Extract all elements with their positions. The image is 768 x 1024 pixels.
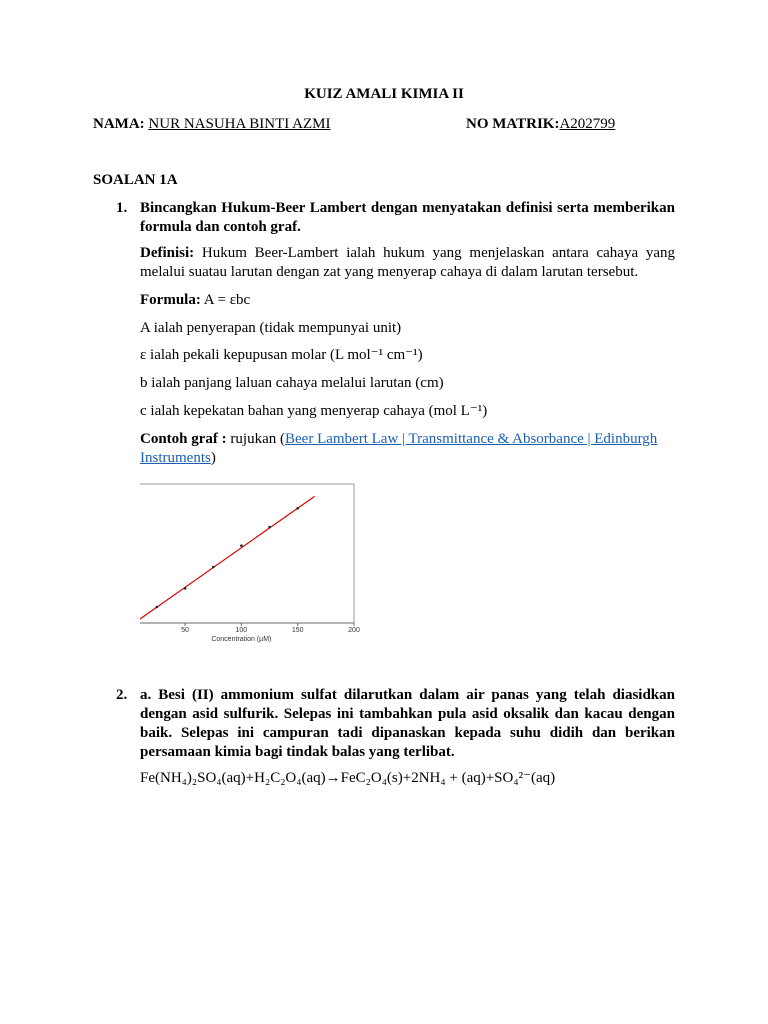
- data-point: [268, 526, 271, 529]
- data-point: [212, 566, 215, 569]
- x-tick-label: 50: [181, 627, 189, 634]
- q2-number: 2.: [116, 687, 128, 703]
- x-tick-label: 200: [348, 627, 360, 634]
- q2-equation: Fe(NH₄)₂SO₄(aq)+H₂C₂O₄(aq)→FeC₂O₄(s)+2NH₄ + (aq)+SO₄²⁻(aq): [140, 770, 556, 786]
- var-c: c ialah kepekatan bahan yang menyerap cahaya (mol L⁻¹): [140, 403, 488, 419]
- graf-suffix: ): [210, 450, 216, 466]
- x-tick-label: 100: [235, 627, 248, 634]
- q1-number: 1.: [116, 200, 128, 216]
- x-tick-label: 150: [291, 627, 304, 634]
- plot-frame: [140, 484, 354, 623]
- x-axis-label: Concentration (µM): [211, 636, 272, 643]
- definisi-label: Definisi:: [140, 245, 195, 261]
- data-point: [240, 544, 243, 547]
- name-row: [93, 116, 331, 133]
- graf-prefix: rujukan (: [230, 431, 285, 447]
- fit-line: [140, 496, 315, 619]
- q1-question: Bincangkan Hukum-Beer Lambert dengan menyatakan definisi serta memberikan formula dan contoh graf.: [140, 200, 675, 235]
- beer-lambert-chart: [140, 483, 365, 645]
- matrik-label: NO MATRIK:: [466, 116, 560, 132]
- section-title: SOALAN 1A: [93, 172, 178, 188]
- data-point: [156, 606, 159, 609]
- var-a: A ialah penyerapan (tidak mempunyai unit): [140, 320, 402, 336]
- matrik-row: [466, 116, 615, 133]
- matrik-value: A202799: [559, 116, 616, 132]
- page-title: KUIZ AMALI KIMIA II: [304, 86, 464, 102]
- chart-svg: [140, 483, 365, 645]
- var-b: b ialah panjang laluan cahaya melalui larutan (cm): [140, 375, 444, 391]
- graf-reference-link[interactable]: Beer Lambert Law | Transmittance & Absorbance | Edinburgh Instruments: [140, 431, 658, 466]
- data-point: [296, 507, 299, 510]
- formula-label: Formula:: [140, 292, 201, 308]
- data-point: [184, 587, 187, 590]
- q1-graf: [140, 430, 680, 468]
- graf-label: Contoh graf :: [140, 431, 227, 447]
- name-value: NUR NASUHA BINTI AZMI: [148, 116, 331, 132]
- var-e: ε ialah pekali kepupusan molar (L mol⁻¹ cm⁻¹): [140, 347, 423, 363]
- q2-question: a. Besi (II) ammonium sulfat dilarutkan dalam air panas yang telah diasidkan dengan asid sulfurik. Selepas ini tambahkan pula asid oksalik dan kacau dengan baik. Selepas ini campuran tadi dipanaskan kepada suhu didih dan berikan persamaan kimia bagi tindak balas yang terlibat.: [140, 687, 675, 760]
- q1-formula: [140, 291, 250, 310]
- name-label: NAMA:: [93, 116, 145, 132]
- q1-definisi: [140, 244, 675, 282]
- definisi-text: Hukum Beer-Lambert ialah hukum yang menjelaskan antara cahaya yang melalui suatau larutan dengan zat yang menyerap cahaya di dalam larutan tersebut.: [140, 245, 675, 280]
- formula-text: A = εbc: [203, 292, 251, 308]
